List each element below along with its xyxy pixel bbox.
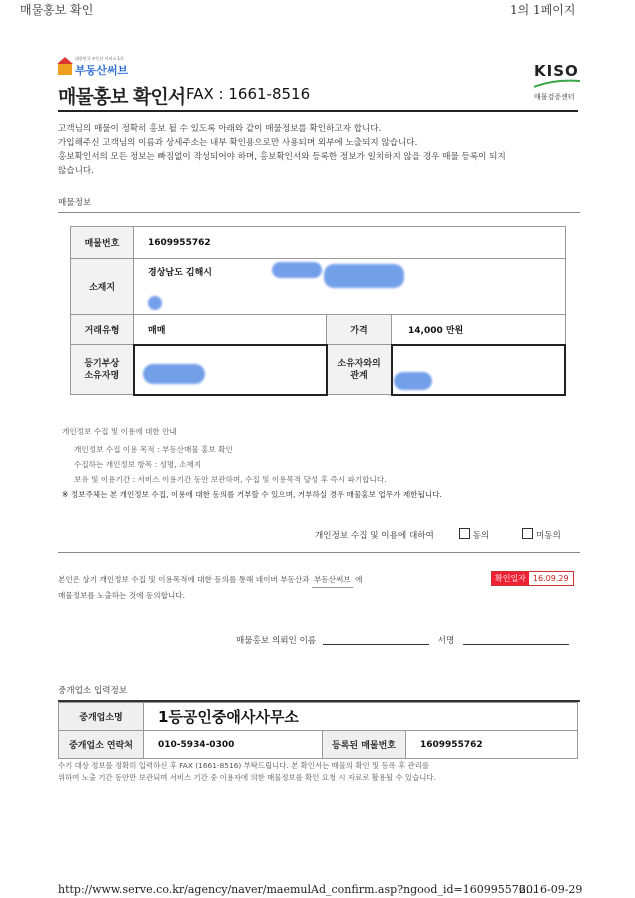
property-number-label: 매물번호 (71, 227, 134, 259)
broker-table (58, 702, 578, 759)
brand-logo (58, 57, 128, 77)
registered-number: 1609955762 (406, 731, 578, 759)
consent-text (58, 572, 458, 603)
privacy-item: 개인정보 수집 이용 목적 : 부동산매물 홍보 확인 (74, 445, 233, 454)
redaction-mark (394, 372, 432, 390)
print-header-title: 매물홍보 확인 (20, 3, 94, 17)
stamp-label: 확인일자 (492, 572, 529, 585)
footnote (58, 760, 583, 784)
redaction-mark (143, 364, 205, 384)
office-phone: 010-5934-0300 (144, 731, 323, 759)
client-name-label: 매물홍보 의뢰인 이름 (236, 636, 317, 646)
privacy-notice (62, 424, 582, 502)
owner-name-label (71, 345, 134, 395)
consent-text-part: 본인은 상기 개인정보 수집 및 이용목적에 대한 동의를 통해 네이버 부동산과 (58, 575, 310, 584)
consent-line: 매물정보를 노출하는 것에 동의합니다. (58, 591, 186, 600)
consent-text-part: 에 (355, 575, 363, 584)
disagree-checkbox[interactable] (522, 528, 533, 539)
agree-label: 동의 (472, 531, 490, 541)
stamp-date: 16.09.29 (532, 574, 569, 583)
privacy-item: 보유 및 이용기간 : 서비스 이용기간 동안 보관하며, 수집 및 이용목적 달성 후 즉시 파기합니다. (74, 475, 387, 484)
consent-line (58, 572, 458, 588)
brand-name: 부동산써브 (75, 64, 129, 77)
brand-tagline: 대한민국 부동산 서비스 1등 (75, 56, 124, 61)
signature-label: 서명 (437, 636, 455, 646)
price-value: 14,000 만원 (392, 315, 566, 345)
print-footer-date: 2016-09-29 (519, 883, 583, 896)
kiso-name: KISO (534, 62, 579, 80)
print-footer-url: http://www.serve.co.kr/agency/naver/maemulAd_confirm.asp?ngood_id=160995576... (58, 883, 537, 896)
site-name: 부동산써브 (312, 572, 353, 588)
intro-text (58, 122, 583, 178)
redaction-mark (272, 262, 322, 278)
title-divider (58, 110, 578, 112)
section-divider (58, 552, 580, 553)
office-phone-label: 중개업소 연락처 (59, 731, 144, 759)
relation-label-line: 관계 (350, 370, 368, 381)
page-title: 매물홍보 확인서 (58, 86, 186, 108)
trade-type: 매매 (134, 315, 327, 345)
agreement-question: 개인정보 수집 및 이용에 대하여 (315, 531, 434, 541)
location-label: 소재지 (71, 259, 134, 315)
intro-line: 홍보확인서의 모든 정보는 빠짐없이 작성되어야 하며, 홍보확인서와 등록한 정보가 일치하지 않을 경우 매물 등록이 되지 (58, 152, 506, 162)
privacy-warning: ※ 정보주체는 본 개인정보 수집, 이용에 대한 동의를 거부할 수 있으며, 거부하실 경우 매물홍보 업무가 제한됩니다. (62, 490, 442, 499)
registered-number-label: 등록된 매물번호 (323, 731, 406, 759)
client-name-input[interactable] (323, 644, 429, 645)
relation-label-line: 소유자와의 (337, 358, 381, 369)
owner-label-line: 등기부상 (84, 358, 120, 369)
owner-label-line: 소유자명 (84, 370, 120, 381)
property-section-title: 매물정보 (58, 198, 92, 208)
signature-row (236, 634, 569, 646)
privacy-item: 수집하는 개인정보 항목 : 성명, 소재지 (74, 460, 202, 469)
trade-type-label: 거래유형 (71, 315, 134, 345)
print-header-page: 1의 1페이지 (510, 3, 576, 17)
kiso-logo (534, 62, 580, 102)
footnote-line: 수기 대상 정보를 정확히 입력하신 후 FAX (1661-8516) 부탁드립니다. 본 확인서는 매물의 확인 및 등록 후 관리를 (58, 761, 429, 770)
location-value: 경상남도 김해시 (148, 268, 212, 278)
price-label: 가격 (327, 315, 392, 345)
redaction-mark (148, 296, 162, 310)
confirm-date-stamp (491, 571, 574, 586)
broker-section-title: 중개업소 입력정보 (58, 686, 128, 696)
intro-line: 않습니다. (58, 166, 94, 176)
redaction-mark (324, 264, 404, 288)
footnote-line: 위하여 노출 기간 동안만 보관되며 서비스 기간 중 이용자에 의한 매물정보를 확인 요청 시 자료로 활용될 수 있습니다. (58, 773, 436, 782)
signature-input[interactable] (463, 644, 569, 645)
agreement-row (315, 528, 561, 541)
intro-line: 고객님의 매물이 정확히 홍보 될 수 있도록 아래와 같이 매물정보를 확인하고자 합니다. (58, 124, 382, 134)
property-number: 1609955762 (134, 227, 566, 259)
office-name-label: 중개업소명 (59, 703, 144, 731)
owner-relation-label (327, 345, 392, 395)
kiso-swoosh-icon (534, 79, 580, 89)
office-name: 1등공인중애사사무소 (144, 703, 578, 731)
section-divider (58, 212, 580, 213)
disagree-label: 미동의 (535, 531, 561, 541)
intro-line: 가입해주신 고객님의 이름과 상세주소는 내부 확인용으로만 사용되며 외부에 노출되지 않습니다. (58, 138, 418, 148)
privacy-title: 개인정보 수집 및 이용에 대한 안내 (62, 427, 177, 436)
agree-checkbox[interactable] (459, 528, 470, 539)
fax-number: FAX : 1661-8516 (186, 85, 311, 103)
kiso-subtitle: 매물검증센터 (534, 93, 575, 101)
